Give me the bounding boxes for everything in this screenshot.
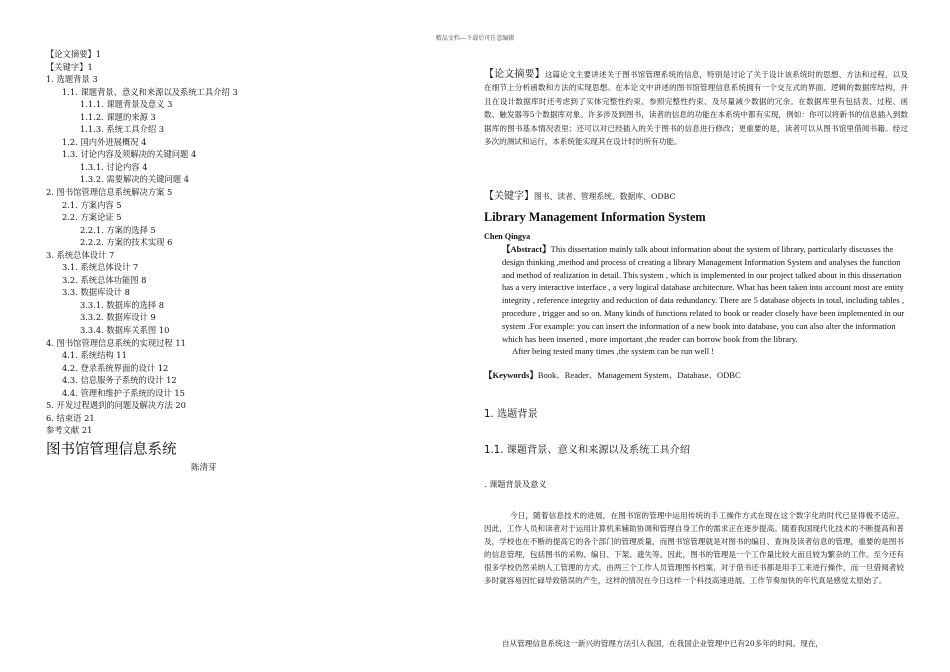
toc-entry: 4. 图书馆管理信息系统的实现过程 11: [46, 337, 186, 348]
body-paragraph-continued: 自从管理信息系统这一新兴的管理方法引入我国，在我国企业管理中已有20多年的时间。现在，: [502, 639, 824, 648]
toc-entry: 4.3. 信息服务子系统的设计 12: [62, 375, 177, 386]
english-keywords-label: 【Keywords】: [484, 370, 538, 380]
toc-entry: 参考文献 21: [46, 425, 93, 436]
english-abstract: [502, 243, 912, 358]
toc-entry: 4.1. 系统结构 11: [62, 350, 127, 361]
toc-entry: 1.3.1. 讨论内容 4: [80, 161, 148, 172]
toc-entry: 4.2. 登录系统界面的设计 12: [62, 362, 169, 373]
page-header-note: 精品文档---下载后可任意编辑: [435, 35, 515, 42]
toc-entry: 1.1.1. 课题背景及意义 3: [80, 99, 173, 110]
toc-entry: 1.2. 国内外进展概况 4: [62, 136, 147, 147]
section-heading-1-1-1: . 课题背景及意义: [484, 479, 547, 489]
toc-entry: 3. 系统总体设计 7: [46, 249, 115, 260]
toc-entry: 3.3.2. 数据库设计 9: [80, 312, 156, 323]
toc-entry: 3.1. 系统总体设计 7: [62, 262, 139, 273]
english-abstract-text: This dissertation mainly talk about information about the system of library, particularly discusses the design thinking ,method and process of creating a library Management Information System and analyses the function and method of realization in detail. This system , which is implemented in our project talked about in this dissertation has a very interactive interface , a very logical database architecture. What has been taken into account most are entity integrity , reference integrity and reduction of data redundancy. There are 5 database objects in total, including tables , procedure , trigger and so on. Many kinds of functions related to book or reader closely have been implemented in our system .For example: you can insert the information of a new book into database, you can also alter the information which has been inserted , more important ,the reader can borrow book from the library.: [502, 244, 905, 344]
toc-entry: 【论文摘要】1: [46, 49, 102, 59]
chinese-abstract-label: 【论文摘要】: [484, 69, 545, 80]
chinese-keywords-label: 【关键字】: [484, 191, 534, 202]
chinese-keywords: [484, 187, 908, 202]
chinese-keywords-text: 图书、读者、管理系统、数据库、ODBC: [534, 192, 676, 201]
toc-entry: 1.1.2. 课题的来源 3: [80, 111, 156, 122]
table-of-contents: [46, 48, 466, 437]
document-author: 陈清芽: [191, 463, 217, 473]
toc-entry: 2. 图书馆管理信息系统解决方案 5: [46, 187, 173, 198]
toc-entry: 2.1. 方案内容 5: [62, 199, 122, 210]
toc-entry: 2.2.1. 方案的选择 5: [80, 224, 156, 235]
toc-entry: 2.2. 方案论证 5: [62, 212, 122, 223]
toc-entry: 【关键字】1: [46, 61, 93, 72]
toc-entry: 1.1. 课题背景、意义和来源以及系统工具介绍 3: [62, 86, 238, 97]
chinese-abstract-text: 这篇论文主要讲述关于图书馆管理系统的信息，特别是讨论了关于设计该系统时的思想、方法和过程，以及在细节上分析函数和方法的实现思想。在本论文中讲述的图书馆管理信息系统拥有一个交互式的界面、逻辑的数据库结构，并且在设计数据库时还考虑到了实体完整性约束、参照完整性约束、及尽量减少数据的冗余。在数据库里有包括表、过程、函数、触发器等5个数据库对象。许多涉及到图书，读者的信息的功能在本系统中都有实现，例如：你可以将新书的信息插入到数据库的图书基本情况表里；还可以对已经插入的关于图书的信息进行修改；更重要的是，读者可以从图书馆里借阅书籍。经过多次的测试和运行，本系统能实现其在设计时的所有功能。: [484, 70, 909, 147]
toc-entry: 3.3.4. 数据库关系图 10: [80, 325, 170, 336]
english-keywords: [484, 369, 908, 381]
english-abstract-closing: After being tested many times ,the system can be run well !: [512, 346, 715, 357]
toc-entry: 3.3. 数据库设计 8: [62, 287, 130, 298]
english-author: Chen Qingya: [484, 232, 531, 241]
toc-entry: 3.2. 系统总体功能图 8: [62, 274, 147, 285]
toc-entry: 2.2.2. 方案的技术实现 6: [80, 237, 173, 248]
body-paragraph: 今日，随着信息技术的进展，在图书馆的管理中运用传统的手工操作方式在现在这个数字化的时代已显得极不适应。因此，工作人员和读者对于运用计算机来辅助协调和管理自身工作的需求正在逐步提高。随着我国现代化技术的不断提高和普及，学校也在不断的提高它的各个部门的管理质量，而图书馆管理就是对图书的编目、查询及读者信息的管理，重要的是图书的信息管理，包括图书的采购、编目、下架、遗失等。因此，图书的管理是一个工作量比较大而且较为繁杂的工作。至今还有很多学校仍然采纳人工管理的方式。由两三个工作人员管理图书档案，对于借书还书都是用手工来进行操作，而一旦借阅者较多时就容易因忙碌导致错误的产生，这样的情况在今日这样一个科技高速进展、工作节奏加快的年代真是感觉太原始了。: [484, 511, 904, 586]
toc-entry: 6. 结束语 21: [46, 412, 95, 423]
section-heading-1: 1. 选题背景: [484, 409, 538, 420]
toc-entry: 1. 选题背景 3: [46, 74, 98, 85]
toc-entry: 1.3.2. 需要解决的关键问题 4: [80, 174, 189, 185]
english-title: Library Management Information System: [484, 210, 706, 224]
english-abstract-label: 【Abstract】: [502, 244, 551, 254]
document-title: 图书馆管理信息系统: [46, 442, 177, 458]
toc-entry: 4.4. 管理和维护子系统的设计 15: [62, 387, 185, 398]
toc-entry: 1.3. 讨论内容及须解决的关键问题 4: [62, 149, 197, 160]
section-heading-1-1: 1.1. 课题背景、意义和来源以及系统工具介绍: [484, 445, 691, 456]
chinese-abstract: [484, 68, 908, 148]
toc-entry: 1.1.3. 系统工具介绍 3: [80, 124, 165, 135]
english-keywords-text: Book、Reader、Management System、Database、ODBC: [537, 370, 741, 380]
toc-entry: 3.3.1. 数据库的选择 8: [80, 299, 165, 310]
toc-entry: 5. 开发过程遇到的问题及解决方法 20: [46, 400, 186, 411]
